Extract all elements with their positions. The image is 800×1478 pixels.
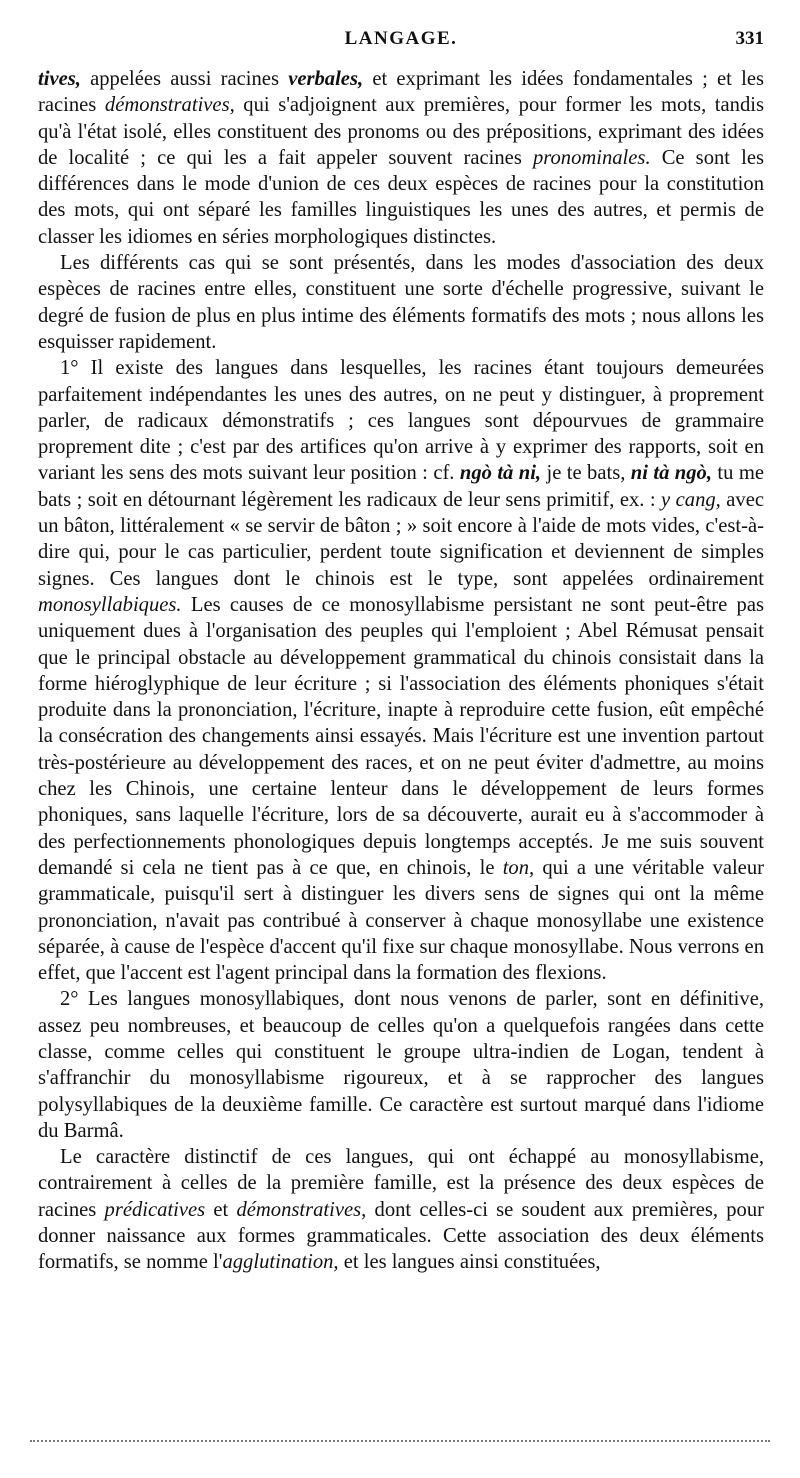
emphasis-text: monosyllabiques.: [38, 593, 182, 616]
body-text: [38, 66, 764, 1276]
paragraph: [38, 355, 764, 986]
emphasis-text: pronominales.: [532, 146, 651, 169]
emphasis-text: tives,: [38, 68, 81, 90]
text-run: qui s'adjoignent aux premières, pour former les mots, tandis qu'à l'état isolé, elles constituent des pronoms ou des prépositions, exprimant des idées de localité ; ce qui les a fait appeler souvent racines: [38, 94, 764, 169]
text-run: Les différents cas qui se sont présentés, dans les modes d'association des deux espèces de racines entre elles, constituent une sorte d'échelle progressive, suivant le degré de fusion de plus en plus intime des éléments formatifs des mots ; nous allons les esquisser rapidement.: [38, 252, 764, 353]
paragraph: [38, 986, 764, 1144]
text-run: avec un bâton, littéralement « se servir de bâton ; » soit encore à l'aide de mots vides, c'est-à-dire qui, pour le cas particulier, perdent toute signification et deviennent de simples signes. Ces langues dont le chinois est le type, sont appelées ordinairement: [38, 488, 764, 590]
text-run: et exprimant les idées fondamentales ; et les racines: [38, 68, 764, 117]
text-run: Le caractère distinctif de ces langues, qui ont échappé au monosyllabisme, contrairement à celles de la première famille, est la présence des deux espèces de racines: [38, 1146, 764, 1221]
text-run: et les langues ainsi constituées,: [338, 1251, 601, 1274]
text-run: et: [205, 1198, 237, 1221]
emphasis-text: prédicatives: [104, 1198, 206, 1221]
page-number: 331: [735, 28, 764, 49]
paragraph: [38, 250, 764, 355]
emphasis-text: agglutination,: [222, 1251, 339, 1274]
text-run: dont celles-ci se soudent aux premières, pour donner naissance aux formes grammaticales. Cette association des deux éléments formatifs, se nomme l': [38, 1198, 764, 1274]
paragraph: [38, 66, 764, 250]
text-run: Les causes de ce monosyllabisme persistant ne sont peut-être pas uniquement dues à l'organisation des peuples qui l'emploient ; Abel Rémusat pensait que le principal obstacle au développement grammatical du chinois consistait dans la forme hiéroglyphique de leur écriture ; si l'association des éléments phoniques s'était produite dans la prononciation, l'écriture, inapte à reproduire cette fusion, eût empêché la consécration des changements ainsi essayés. Mais l'écriture est une invention partout très-postérieure au développement des races, et on ne peut éviter d'admettre, au moins chez les Chinois, une certaine lenteur dans le développement de leurs formes phoniques, sans laquelle l'écriture, lors de sa découverte, aurait eu à s'accommoder à des perfectionnements phonologiques depuis longtemps acceptés. Je me suis souvent demandé si cela ne tient pas à ce que, en chinois, le: [38, 593, 764, 879]
running-head: LANGAGE.: [344, 28, 458, 49]
emphasis-text: ni tà ngò,: [630, 462, 713, 485]
paragraph: [38, 1144, 764, 1275]
emphasis-text: démonstratives,: [104, 94, 235, 117]
text-run: Ce sont les différences dans le mode d'union de ces deux espèces de racines pour la constitution des mots, qui ont séparé les familles linguistiques les unes des autres, et permis de classer les idiomes en séries morphologiques distinctes.: [38, 146, 764, 248]
page-header: [38, 28, 764, 58]
text-run: 1° Il existe des langues dans lesquelles, les racines étant toujours demeurées parfaitement indépendantes les unes des autres, on ne peut y distinguer, à proprement parler, de radicaux démonstratifs ; ces langues sont dépourvues de grammaire proprement dite ; c'est par des artifices qu'on arrive à y exprimer des rapports, soit en variant les sens des mots suivant leur position : cf.: [38, 357, 764, 485]
text-run: 2° Les langues monosyllabiques, dont nous venons de parler, sont en définitive, assez peu nombreuses, et beaucoup de celles qu'on a quelquefois rangées dans cette classe, comme celles qui constituent le groupe ultra-indien de Logan, tendent à s'affranchir du monosyllabisme rigoureux, et à se rapprocher des langues polysyllabiques de la deuxième famille. Ce caractère est surtout marqué dans l'idiome du Barmâ.: [38, 988, 764, 1142]
emphasis-text: y cang,: [661, 488, 721, 511]
footer-dotted-rule: [30, 1440, 770, 1442]
text-run: je te bats,: [541, 462, 631, 485]
emphasis-text: ton,: [502, 856, 535, 879]
text-run: appelées aussi racines: [80, 68, 289, 90]
text-run: tu me bats ; soit en détournant légèrement les radicaux de leur sens primitif, ex. :: [38, 462, 765, 511]
emphasis-text: démonstratives,: [236, 1198, 367, 1221]
text-run: qui a une véritable valeur grammaticale, puisqu'il sert à distinguer les divers sens de signes qui ont la même prononciation, n'avait pas contribué à conserver à chaque monosyllabe une existence séparée, à cause de l'espèce d'accent qu'il fixe sur chaque monosyllabe. Nous verrons en effet, que l'accent est l'agent principal dans la formation des flexions.: [38, 856, 764, 985]
emphasis-text: ngò tà ni,: [459, 462, 542, 485]
emphasis-text: verbales,: [288, 68, 364, 90]
